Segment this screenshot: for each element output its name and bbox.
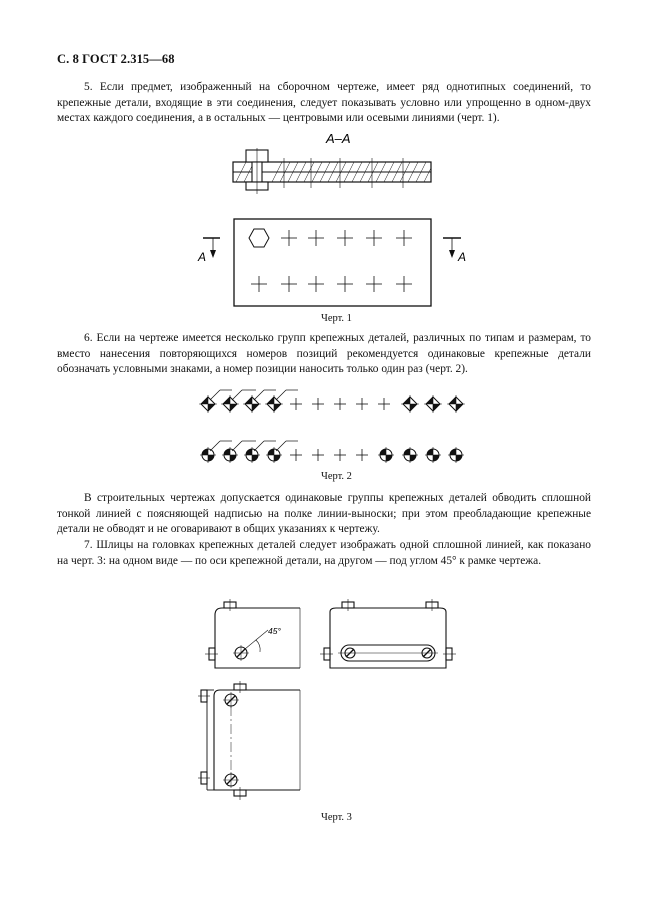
view-top-right: [320, 599, 456, 668]
nut-hexagon: [249, 229, 269, 247]
view-bottom: [198, 681, 300, 800]
view-top-left: [205, 599, 300, 668]
axis-lines: [284, 158, 403, 188]
bolt-section: [246, 148, 268, 194]
plan-view: [203, 219, 461, 306]
paragraph-building: В строительных чертежах допускается одинаковые группы крепежных деталей обводить сплошной тонкой линией с поясняющей надписью на полке линии-выноски; при этом преобладающие крепежные детали не обводят и не оговаривают в общих указаниях к чертежу.: [57, 492, 591, 536]
leader-lines: [210, 390, 298, 400]
cut-line-left: [203, 238, 220, 256]
section-label: А–А: [326, 131, 351, 146]
cut-label-right: А: [458, 250, 467, 264]
page-header: С. 8 ГОСТ 2.315—68: [57, 52, 175, 66]
figure-2-caption: Черт. 2: [321, 471, 352, 482]
leader-lines: [210, 441, 298, 451]
cut-line-right: [443, 238, 461, 256]
section-view: [233, 148, 431, 194]
circle-symbols-row: [200, 441, 464, 463]
cut-label-left: А: [198, 250, 207, 264]
paragraph-7: 7. Шлицы на головках крепежных деталей следует изображать одной сплошной линией, как показано на черт. 3: на одном виде — по оси крепежной детали, на другом — под углом 45° к рамке чертежа.: [57, 539, 591, 567]
figure-3-caption: Черт. 3: [321, 812, 352, 823]
centre-marks: [251, 230, 412, 292]
figure-1-caption: Черт. 1: [321, 313, 352, 324]
hatching: [236, 162, 431, 182]
paragraph-6: 6. Если на чертеже имеется несколько групп крепежных деталей, различных по типам и размерам, то вместо нанесения повторяющихся номеров позиций рекомендуется одинаковые крепежные детали обозначать условными знаками, а номер позиции наносить только один раз (черт. 2).: [57, 332, 591, 376]
angle-label: 45°: [268, 626, 281, 636]
paragraph-5: 5. Если предмет, изображенный на сборочном чертеже, имеет ряд однотипных соединений, то крепежные детали, входящие в эти соединения, следует показывать условно или упрощенно в одном-двух местах каждого соединения, а в остальных — центровыми или осевыми линиями (черт. 1).: [57, 81, 591, 125]
diamond-symbols-row: [199, 390, 465, 413]
